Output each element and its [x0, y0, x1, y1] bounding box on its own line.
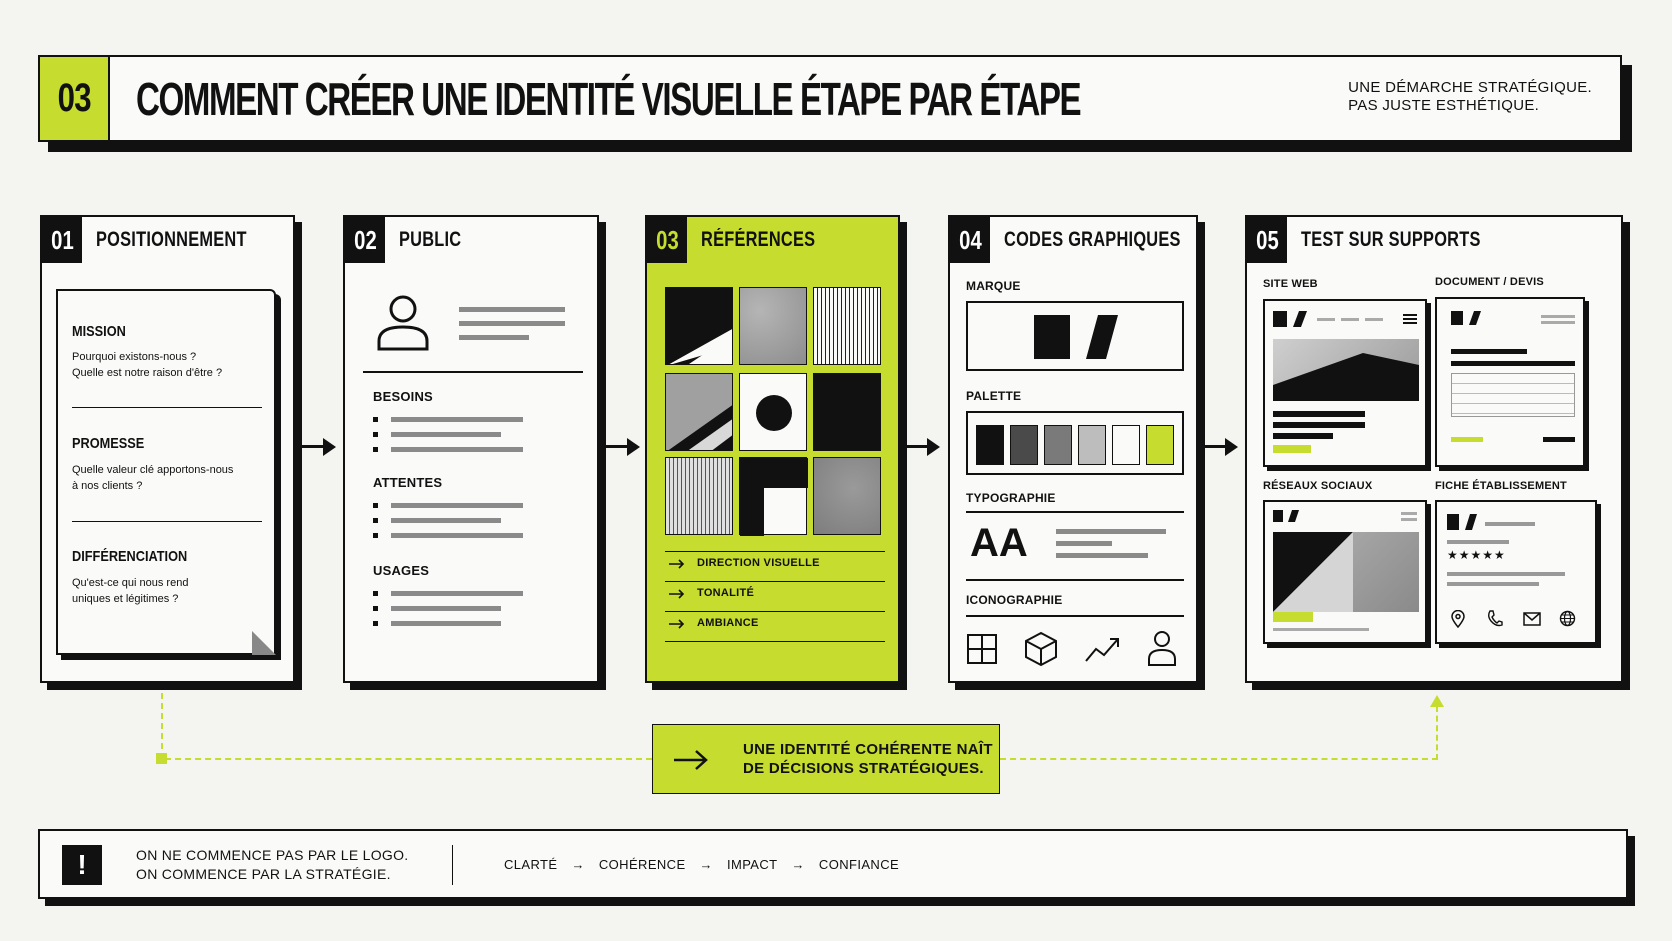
step-number: 04 — [958, 224, 982, 255]
moodboard-tile — [665, 373, 733, 451]
diff-line-2: uniques et légitimes ? — [72, 593, 179, 605]
bullet — [373, 447, 378, 452]
mission-line-1: Pourquoi existons-nous ? — [72, 351, 197, 363]
header-banner — [38, 55, 1622, 142]
website-mockup — [1263, 299, 1427, 467]
accent-bar — [1451, 437, 1483, 442]
placeholder-line — [459, 321, 565, 326]
color-swatch — [1044, 425, 1072, 465]
divider — [966, 615, 1184, 617]
usages-label: USAGES — [373, 563, 430, 578]
arrow-right-icon — [673, 749, 709, 771]
location-pin-icon — [1451, 610, 1465, 628]
callout-line-1: UNE IDENTITÉ COHÉRENTE NAÎT — [743, 741, 993, 758]
step-label: TEST SUR SUPPORTS — [1301, 228, 1481, 251]
hero-image — [1273, 339, 1419, 401]
mission-text — [72, 349, 262, 381]
grid-icon — [966, 633, 998, 665]
arrow-right-icon — [669, 559, 685, 569]
placeholder-line — [1273, 628, 1369, 631]
feedback-line — [1436, 706, 1438, 760]
diff-line-1: Qu'est-ce qui nous rend — [72, 577, 189, 589]
step-label: PUBLIC — [399, 228, 462, 251]
header-subtitle — [1348, 79, 1592, 115]
step-header — [950, 217, 1231, 263]
placeholder-line — [391, 518, 501, 523]
chain-arrow-icon: → — [791, 857, 805, 872]
exclamation-icon: ! — [62, 845, 102, 885]
social-mockup — [1263, 500, 1427, 644]
step-header — [647, 217, 848, 263]
placeholder-line — [1541, 315, 1575, 318]
placeholder-line — [391, 503, 523, 508]
rating-stars-icon: ★★★★★ — [1447, 548, 1506, 562]
placeholder-line — [1056, 541, 1112, 546]
nav-item — [1365, 318, 1383, 321]
bullet — [373, 417, 378, 422]
footer-line-1: ON NE COMMENCE PAS PAR LE LOGO. — [136, 847, 409, 863]
step-number-badge — [647, 217, 687, 263]
step-number-badge — [1247, 217, 1287, 263]
color-swatch — [1078, 425, 1106, 465]
color-swatch — [976, 425, 1004, 465]
headline-bar — [1451, 349, 1527, 354]
chain-arrow-icon: → — [699, 857, 713, 872]
quote-table — [1451, 373, 1575, 417]
feedback-line — [1000, 758, 1438, 760]
divider — [363, 371, 583, 373]
total-bar — [1543, 437, 1575, 442]
value-chain — [504, 857, 899, 872]
feedback-line — [165, 758, 652, 760]
menu-icon — [1403, 313, 1417, 325]
placeholder-line — [391, 447, 523, 452]
cta-button — [1273, 445, 1311, 453]
placeholder-line — [391, 533, 523, 538]
step-label: CODES GRAPHIQUES — [1004, 228, 1181, 251]
headline-bar — [1273, 422, 1365, 428]
step-number: 02 — [353, 224, 377, 255]
step-label: RÉFÉRENCES — [701, 228, 816, 251]
divider — [966, 511, 1184, 513]
footer-line-2: ON COMMENCE PAR LA STRATÉGIE. — [136, 866, 391, 882]
moodboard-tile — [665, 287, 733, 365]
user-icon — [1146, 629, 1178, 667]
placeholder-line — [1485, 522, 1535, 526]
moodboard-tile — [813, 373, 881, 451]
document-sheet — [56, 289, 276, 655]
typographie-label: TYPOGRAPHIE — [966, 491, 1056, 505]
headline-bar — [1451, 361, 1575, 366]
bullet — [373, 503, 378, 508]
brand-logo-icon — [1034, 315, 1118, 359]
step-header — [345, 217, 479, 263]
placeholder-line — [391, 591, 523, 596]
chain-arrow-icon: → — [571, 857, 585, 872]
bullet — [373, 591, 378, 596]
differenciation-title: DIFFÉRENCIATION — [72, 548, 188, 565]
phone-icon — [1487, 610, 1503, 628]
reference-item: AMBIANCE — [697, 617, 759, 629]
step-card-references — [645, 215, 900, 683]
divider — [665, 581, 885, 582]
placeholder-line — [391, 606, 501, 611]
palette-label: PALETTE — [966, 389, 1022, 403]
placeholder-line — [1447, 582, 1539, 586]
subtitle-line-2: PAS JUSTE ESTHÉTIQUE. — [1348, 97, 1540, 114]
mission-title: MISSION — [72, 323, 126, 340]
brand-logo-icon — [1451, 311, 1481, 325]
divider — [452, 845, 453, 885]
subtitle-line-1: UNE DÉMARCHE STRATÉGIQUE. — [1348, 79, 1592, 96]
type-sample: AA — [970, 521, 1028, 565]
placeholder-line — [1401, 518, 1417, 521]
flow-arrow-icon — [606, 440, 640, 454]
brand-logo-box — [966, 301, 1184, 371]
reseaux-label: RÉSEAUX SOCIAUX — [1263, 480, 1373, 492]
step-card-codes-graphiques — [948, 215, 1198, 683]
feedback-line — [161, 693, 163, 759]
header-number-badge — [40, 57, 110, 140]
divider — [665, 551, 885, 552]
moodboard-tile — [739, 373, 807, 451]
nav-item — [1317, 318, 1335, 321]
promesse-line-1: Quelle valeur clé apportons-nous — [72, 464, 234, 476]
bullet — [373, 432, 378, 437]
document-mockup — [1435, 297, 1585, 467]
step-number-badge — [345, 217, 385, 263]
color-swatch — [1112, 425, 1140, 465]
chain-item: COHÉRENCE — [598, 857, 686, 872]
reference-item: TONALITÉ — [697, 587, 755, 599]
site-web-label: SITE WEB — [1263, 278, 1318, 290]
callout-text — [743, 740, 993, 778]
flow-arrow-icon — [906, 440, 940, 454]
divider — [665, 611, 885, 612]
trend-up-icon — [1084, 633, 1120, 663]
chain-item: CLARTÉ — [504, 857, 558, 872]
step-card-positionnement — [40, 215, 295, 683]
fiche-label: FICHE ÉTABLISSEMENT — [1435, 480, 1567, 492]
placeholder-line — [1447, 540, 1509, 544]
user-icon — [375, 293, 431, 353]
placeholder-line — [1447, 572, 1565, 576]
placeholder-line — [391, 432, 501, 437]
attentes-label: ATTENTES — [373, 475, 443, 490]
header-number: 03 — [57, 76, 91, 120]
placeholder-line — [1401, 512, 1417, 515]
headline-bar — [1273, 433, 1333, 439]
color-swatch — [1146, 425, 1174, 465]
placeholder-line — [459, 335, 529, 340]
reference-item: DIRECTION VISUELLE — [697, 557, 820, 569]
placeholder-line — [391, 417, 523, 422]
promesse-text — [72, 462, 262, 494]
step-number: 05 — [1255, 224, 1279, 255]
brand-logo-icon — [1273, 510, 1299, 522]
flow-arrow-icon — [302, 440, 336, 454]
step-number: 03 — [655, 224, 679, 255]
brand-logo-icon — [1447, 514, 1477, 530]
nav-item — [1341, 318, 1359, 321]
business-profile-mockup — [1435, 500, 1597, 644]
differenciation-text — [72, 575, 262, 607]
social-image — [1273, 532, 1419, 612]
arrow-right-icon — [669, 619, 685, 629]
step-number-badge — [950, 217, 990, 263]
step-number: 01 — [50, 224, 74, 255]
bullet — [373, 518, 378, 523]
headline-bar — [1273, 411, 1365, 417]
placeholder-line — [459, 307, 565, 312]
arrow-up-icon — [1430, 695, 1444, 707]
promesse-line-2: à nos clients ? — [72, 480, 143, 492]
divider — [72, 521, 262, 522]
moodboard-tile — [813, 457, 881, 535]
accent-bar — [1273, 612, 1313, 622]
placeholder-line — [1541, 321, 1575, 324]
besoins-label: BESOINS — [373, 389, 433, 404]
placeholder-line — [1056, 529, 1166, 534]
flow-arrow-icon — [1204, 440, 1238, 454]
divider — [72, 407, 262, 408]
moodboard-tile — [739, 457, 807, 535]
bullet — [373, 533, 378, 538]
step-card-test-supports — [1245, 215, 1623, 683]
placeholder-line — [1056, 553, 1148, 558]
step-header — [1247, 217, 1531, 263]
chain-item: IMPACT — [726, 857, 778, 872]
moodboard-tile — [813, 287, 881, 365]
iconographie-label: ICONOGRAPHIE — [966, 593, 1063, 607]
step-card-public — [343, 215, 599, 683]
cube-icon — [1024, 631, 1058, 667]
placeholder-line — [391, 621, 501, 626]
page-fold-icon — [252, 631, 276, 655]
brand-logo-icon — [1273, 311, 1307, 327]
footer-banner — [38, 829, 1628, 899]
promesse-title: PROMESSE — [72, 435, 145, 452]
callout-line-2: DE DÉCISIONS STRATÉGIQUES. — [743, 760, 984, 777]
divider — [966, 579, 1184, 581]
step-number-badge — [42, 217, 82, 263]
color-swatch — [1010, 425, 1038, 465]
key-message-callout — [652, 724, 1000, 794]
moodboard-tile — [665, 457, 733, 535]
chain-item: CONFIANCE — [818, 857, 900, 872]
divider — [665, 641, 885, 642]
arrow-right-icon — [669, 589, 685, 599]
step-label: POSITIONNEMENT — [96, 228, 247, 251]
palette-box — [966, 411, 1184, 475]
globe-icon — [1559, 610, 1576, 627]
bullet — [373, 621, 378, 626]
marque-label: MARQUE — [966, 279, 1021, 293]
mission-line-2: Quelle est notre raison d'être ? — [72, 367, 223, 379]
page-title: COMMENT CRÉER UNE IDENTITÉ VISUELLE ÉTAPE PAR ÉTAPE — [136, 72, 1081, 125]
footer-message — [136, 846, 409, 884]
mail-icon — [1523, 612, 1541, 626]
step-header — [42, 217, 289, 263]
document-label: DOCUMENT / DEVIS — [1435, 276, 1544, 288]
bullet — [373, 606, 378, 611]
moodboard-tile — [739, 287, 807, 365]
